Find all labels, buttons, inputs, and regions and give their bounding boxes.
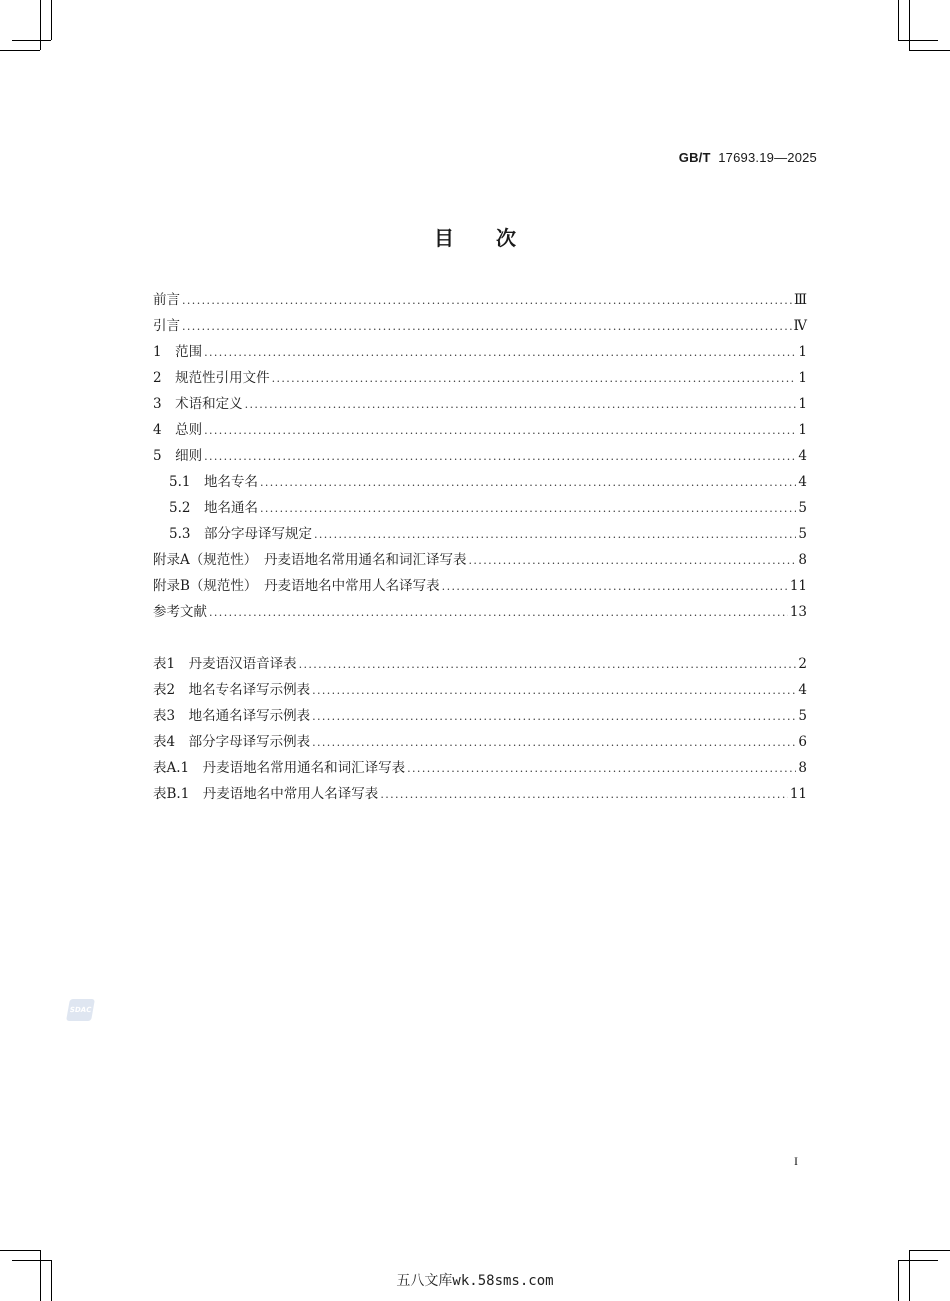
toc-entry-label: 附录A（规范性） 丹麦语地名常用通名和词汇译写表 bbox=[153, 552, 467, 568]
dot-leader bbox=[272, 369, 797, 389]
dot-leader bbox=[260, 473, 796, 493]
toc-entry[interactable] bbox=[153, 550, 807, 570]
dot-leader bbox=[245, 395, 797, 415]
toc-entry-label: 5.1 地名专名 bbox=[169, 474, 258, 490]
toc-entry[interactable] bbox=[153, 316, 807, 336]
toc-subentry[interactable] bbox=[169, 472, 807, 492]
table-list-label: 表1 丹麦语汉语音译表 bbox=[153, 656, 297, 672]
toc-entry-page: Ⅲ bbox=[793, 292, 807, 308]
dot-leader bbox=[209, 603, 788, 623]
toc-entry-page: 8 bbox=[798, 552, 807, 568]
table-list-label: 表2 地名专名译写示例表 bbox=[153, 682, 311, 698]
table-list-label: 表3 地名通名译写示例表 bbox=[153, 708, 311, 724]
toc-entry[interactable] bbox=[153, 602, 807, 622]
toc-entry-page: 1 bbox=[798, 422, 807, 438]
standard-prefix: GB/T bbox=[678, 150, 711, 165]
table-list-entry[interactable] bbox=[153, 732, 807, 752]
toc-entry[interactable] bbox=[153, 342, 807, 362]
dot-leader bbox=[442, 577, 788, 597]
toc-entry-label: 参考文献 bbox=[153, 604, 207, 620]
toc-entry-label: 引言 bbox=[153, 318, 180, 334]
toc-title: 目次 bbox=[434, 226, 558, 250]
dot-leader bbox=[182, 291, 792, 311]
toc-entry-page: 11 bbox=[789, 578, 807, 594]
dot-leader bbox=[314, 525, 796, 545]
toc-entry-page: Ⅳ bbox=[793, 318, 807, 334]
dot-leader bbox=[182, 317, 792, 337]
page-number: I bbox=[794, 1154, 798, 1168]
toc-entry[interactable] bbox=[153, 446, 807, 466]
dot-leader bbox=[204, 343, 796, 363]
table-list-entry[interactable] bbox=[153, 784, 807, 804]
toc-entry-label: 5 细则 bbox=[153, 448, 203, 464]
toc-entry-label: 2 规范性引用文件 bbox=[153, 370, 270, 386]
table-list-entry[interactable] bbox=[153, 654, 807, 674]
toc-entry-page: 1 bbox=[798, 396, 807, 412]
toc-entry-label: 前言 bbox=[153, 292, 180, 308]
toc-entry-page: 5 bbox=[798, 500, 807, 516]
table-list-entry[interactable] bbox=[153, 680, 807, 700]
dot-leader bbox=[260, 499, 796, 519]
toc-entry-page: 1 bbox=[798, 344, 807, 360]
toc-entry[interactable] bbox=[153, 576, 807, 596]
toc-subentry[interactable] bbox=[169, 524, 807, 544]
standard-code: 17693.19—2025 bbox=[718, 150, 817, 165]
toc-entry-label: 附录B（规范性） 丹麦语地名中常用人名译写表 bbox=[153, 578, 440, 594]
toc-entry[interactable] bbox=[153, 290, 807, 310]
table-list-entry[interactable] bbox=[153, 706, 807, 726]
toc-entry[interactable] bbox=[153, 394, 807, 414]
dot-leader bbox=[312, 733, 796, 753]
toc-subentry[interactable] bbox=[169, 498, 807, 518]
toc-entry-label: 1 范围 bbox=[153, 344, 203, 360]
table-list-label: 表4 部分字母译写示例表 bbox=[153, 734, 311, 750]
dot-leader bbox=[380, 785, 788, 805]
table-list-label: 表B.1 丹麦语地名中常用人名译写表 bbox=[153, 786, 379, 802]
toc-entry-page: 4 bbox=[798, 474, 807, 490]
dot-leader bbox=[204, 421, 796, 441]
table-list-page: 6 bbox=[798, 734, 807, 750]
watermark-text: 五八文库wk.58sms.com bbox=[396, 1273, 554, 1289]
table-list-page: 4 bbox=[798, 682, 807, 698]
toc-entry-page: 1 bbox=[798, 370, 807, 386]
dot-leader bbox=[469, 551, 797, 571]
toc-entry-page: 13 bbox=[789, 604, 807, 620]
table-list-page: 2 bbox=[798, 656, 807, 672]
standard-number bbox=[679, 150, 817, 165]
toc-entry[interactable] bbox=[153, 368, 807, 388]
toc-entry-page: 4 bbox=[798, 448, 807, 464]
table-list-page: 11 bbox=[789, 786, 807, 802]
dot-leader bbox=[312, 707, 796, 727]
table-list-page: 5 bbox=[798, 708, 807, 724]
dot-leader bbox=[407, 759, 796, 779]
table-list-label: 表A.1 丹麦语地名常用通名和词汇译写表 bbox=[153, 760, 406, 776]
dot-leader bbox=[299, 655, 797, 675]
table-list-entry[interactable] bbox=[153, 758, 807, 778]
toc-entry-label: 5.2 地名通名 bbox=[169, 500, 258, 516]
publisher-logo: SDAC bbox=[66, 999, 95, 1021]
toc-entry-label: 5.3 部分字母译写规定 bbox=[169, 526, 312, 542]
dot-leader bbox=[312, 681, 796, 701]
toc-entry-page: 5 bbox=[798, 526, 807, 542]
toc-entry-label: 4 总则 bbox=[153, 422, 203, 438]
dot-leader bbox=[204, 447, 796, 467]
toc-entry[interactable] bbox=[153, 420, 807, 440]
table-list-page: 8 bbox=[798, 760, 807, 776]
toc-entry-label: 3 术语和定义 bbox=[153, 396, 243, 412]
